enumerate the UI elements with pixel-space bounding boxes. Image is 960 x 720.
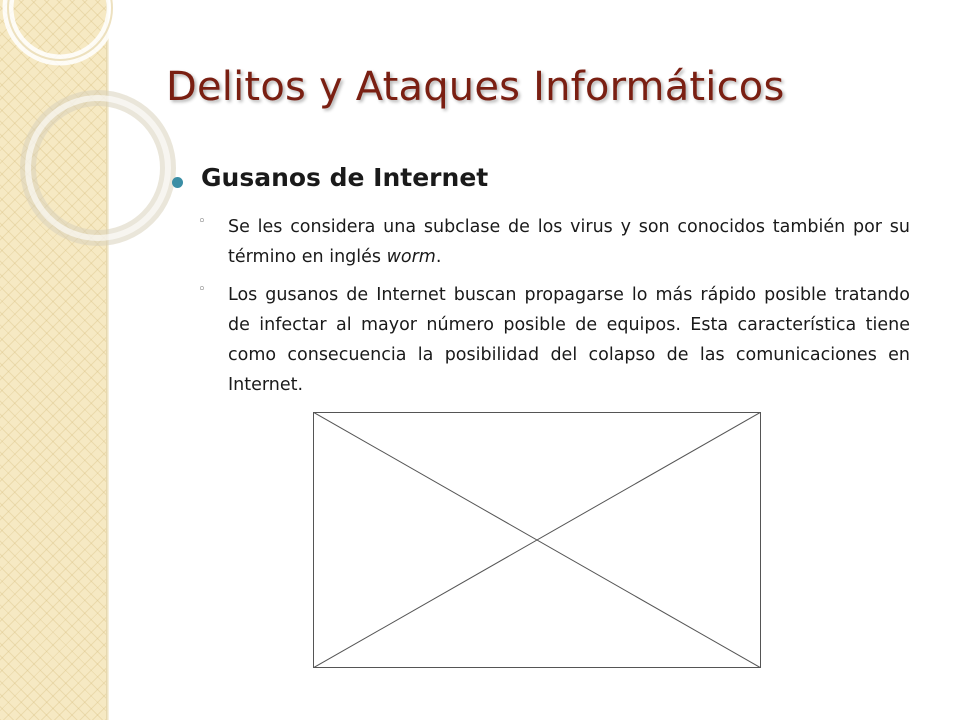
bullet-dot-icon	[172, 177, 183, 188]
bullet-heading: Gusanos de Internet	[201, 163, 489, 192]
subpoint-1-text: Se les considera una subclase de los virus y son conocidos también por su término en inglés worm.	[228, 217, 910, 267]
emphasis-worm: worm	[386, 247, 436, 267]
ring-bullet-icon: ◦	[198, 214, 206, 229]
ring-bullet-icon: ◦	[198, 282, 206, 297]
decorative-circles	[0, 0, 200, 260]
slide-title: Delitos y Ataques Informáticos	[166, 64, 785, 110]
broken-image-icon	[313, 412, 761, 668]
subpoint-2-text: Los gusanos de Internet buscan propagarse lo más rápido posible tratando de infectar al mayor número posible de equipos. Esta característica tiene como consecuencia la posibilidad del colapso de las comunicaciones en Internet.	[228, 285, 910, 395]
